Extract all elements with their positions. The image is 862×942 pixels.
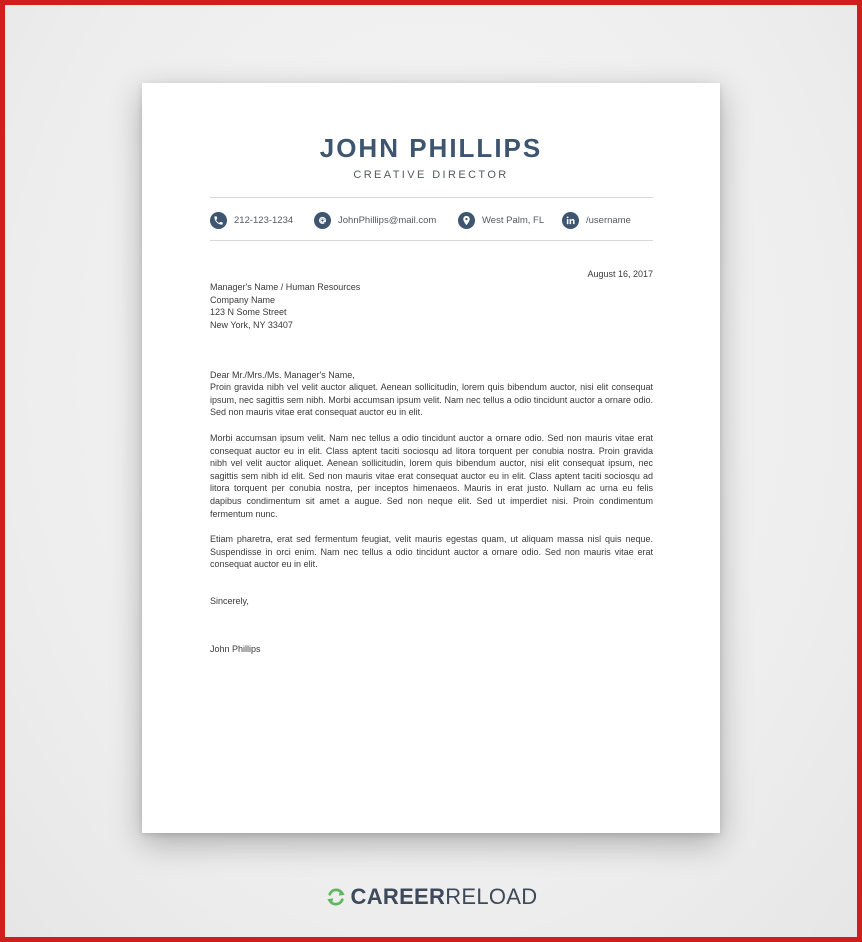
linkedin-icon	[562, 212, 579, 229]
contact-email-text: JohnPhillips@mail.com	[338, 214, 437, 226]
letter-date: August 16, 2017	[587, 269, 653, 279]
applicant-name: JOHN PHILLIPS	[319, 133, 543, 163]
location-pin-icon	[458, 212, 475, 229]
contact-phone-text: 212-123-1234	[234, 214, 294, 226]
contact-phone	[210, 211, 293, 229]
brand-word-reload: RELOAD	[445, 884, 538, 909]
recipient-line: 123 N Some Street	[210, 307, 287, 318]
recipient-address	[210, 281, 653, 331]
contact-location	[458, 211, 544, 229]
recipient-line: Company Name	[210, 294, 276, 305]
phone-icon	[210, 212, 227, 229]
salutation: Dear Mr./Mrs./Ms. Manager's Name,	[210, 370, 355, 380]
brand-word-career: CAREER	[350, 884, 446, 909]
contact-bar	[210, 211, 653, 229]
canvas	[5, 5, 857, 937]
paragraph-3: Etiam pharetra, erat sed fermentum feugiat, velit mauris egestas quam, ut aliquam massa nisl quis neque. Suspendisse in orci enim. Nam nec tellus a odio tincidunt auctor a ornare odio. Sed non mauris vitae erat consequat auctor eu in elit.	[210, 534, 653, 570]
signer-name: John Phillips	[210, 644, 261, 654]
bottom-divider	[210, 240, 653, 241]
closing: Sincerely,	[210, 596, 249, 606]
contact-email	[314, 211, 436, 229]
letter-page	[142, 83, 720, 833]
recipient-line: New York, NY 33407	[210, 319, 293, 330]
contact-linkedin-text: /username	[586, 214, 631, 226]
paragraph-1: Proin gravida nibh vel velit auctor aliquet. Aenean sollicitudin, lorem quis bibendum auctor, nisi elit consequat ipsum, nec sagittis sem nibh. Morbi accumsan ipsum velit. Nam nec tellus a odio tincidunt auctor a ornare odio. Sed non mauris vitae erat consequat auctor eu in elit.	[210, 382, 653, 418]
top-divider	[210, 197, 653, 198]
contact-location-text: West Palm, FL	[482, 214, 545, 226]
at-sign-icon	[314, 212, 331, 229]
paragraph-2: Morbi accumsan ipsum velit. Nam nec tellus a odio tincidunt auctor a ornare odio. Sed non mauris vitae erat consequat auctor eu in elit. Class aptent taciti sociosqu ad litora torquent per conubia nostra. Proin gravida nibh vel velit auctor aliquet. Aenean sollicitudin, lorem quis bibendum auctor, nisi elit consequat ipsum, nec sagittis sem nibh id elit. Sed non mauris vitae erat consequat auctor eu in elit. Class aptent taciti sociosqu ad litora torquent per conubia nostra, per inceptos himenaeos. Mauris in erat justo. Nullam ac urna eu felis dapibus condimentum sit amet a augue. Sed non neque elit. Sed ut imperdiet nisi. Proin condimentum fermentum nunc.	[210, 433, 653, 519]
applicant-title: CREATIVE DIRECTOR	[353, 169, 509, 181]
recipient-line: Manager's Name / Human Resources	[210, 282, 361, 292]
brand-logo	[5, 884, 857, 910]
contact-linkedin	[562, 211, 631, 229]
reload-arrows-icon	[325, 886, 347, 908]
